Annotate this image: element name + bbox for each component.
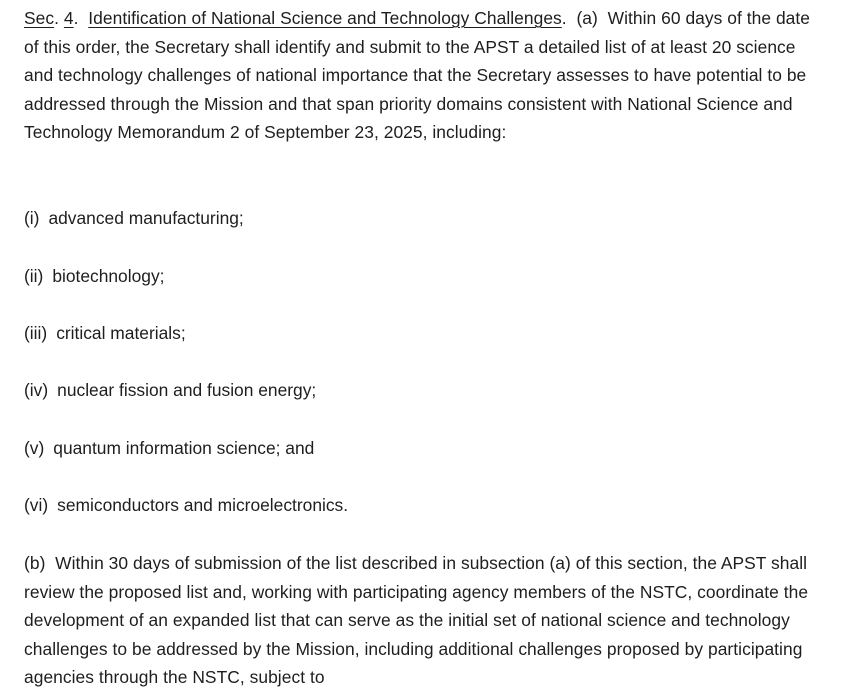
- list-item-text: semiconductors and microelectronics.: [57, 495, 349, 515]
- subsection-b-label: (b): [24, 553, 46, 573]
- list-item-text: quantum information science; and: [53, 438, 315, 458]
- list-item: [24, 491, 348, 520]
- subsection-a-paragraph: Sec. 4. Identification of National Science and Technology Challenges. (a) Within 60 days of the date of this order, the Secretary shall identify and submit to the APST a detailed list of at least 20 science and technology challenges of national importance that the Secretary assesses to have potential to be addressed through the Mission and that span priority domains consistent with National Science and Technology Memorandum 2 of September 23, 2025, including:: [24, 8, 811, 143]
- list-item: [24, 376, 316, 405]
- list-item: [24, 262, 164, 291]
- list-item: [24, 319, 186, 348]
- subsection-b-text: Within 30 days of submission of the list described in subsection (a) of this section, the APST shall review the proposed list and, working with participating agency members of the NSTC, coordinate the development of an expanded list that can serve as the initial set of national science and technology challenges to be addressed by the Mission, including additional challenges proposed by participating agencies through the NSTC, subject to: [24, 553, 809, 688]
- subsection-a-text: Within 60 days of the date of this order, the Secretary shall identify and submit to the APST a detailed list of at least 20 science and technology challenges of national importance that the Secretary assesses to have potential to be addressed through the Mission and that span priority domains consistent with National Science and Technology Memorandum 2 of September 23, 2025, including:: [24, 8, 811, 143]
- list-item-label: (iii): [24, 323, 48, 343]
- list-item: [24, 434, 314, 463]
- list-item-text: nuclear fission and fusion energy;: [57, 380, 317, 400]
- subsection-a-label: (a): [576, 8, 598, 28]
- list-item-text: advanced manufacturing;: [48, 208, 244, 228]
- section-number: 4: [63, 8, 74, 28]
- section-title: Identification of National Science and Technology Challenges: [88, 8, 562, 28]
- list-item-label: (vi): [24, 495, 49, 515]
- list-item-label: (iv): [24, 380, 49, 400]
- section-abbrev: Sec: [24, 8, 55, 28]
- list-item-text: biotechnology;: [52, 266, 165, 286]
- list-item-label: (i): [24, 208, 40, 228]
- list-item-label: (ii): [24, 266, 44, 286]
- list-item-text: critical materials;: [56, 323, 186, 343]
- list-item: [24, 204, 244, 233]
- list-item-label: (v): [24, 438, 45, 458]
- subsection-b-paragraph: [24, 549, 814, 692]
